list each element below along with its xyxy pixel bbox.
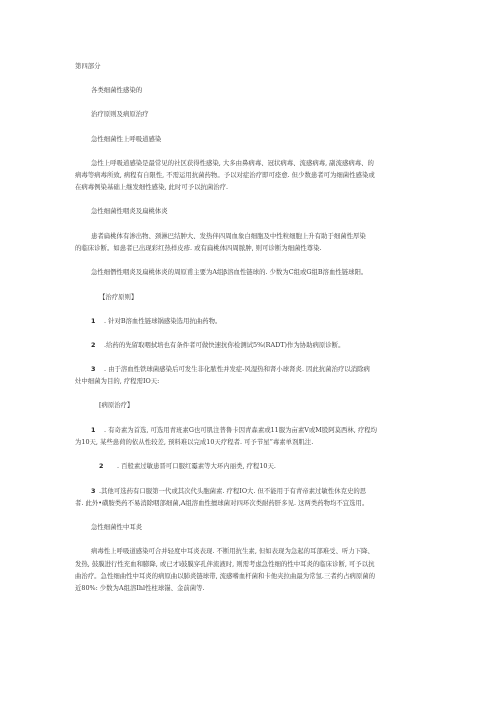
para2-line1: 患者扁桃体有渗出物、颈淋巴结肿大、发热伴四周血象白细胞及中性粒细胞上升有助于细菌性厚染 <box>91 232 366 240</box>
pathogen-item2-text: . 百般素过敏患晋可口服红霉素等大环内丽类, 疗程10天. <box>117 462 276 470</box>
item1-text: . 针对B溶血性链球锅感染选用抗曲药物。 <box>104 317 222 325</box>
pathogen-item1-number: 1 <box>91 426 96 434</box>
para1-line3: 在病毒例染基础上继发细性感染, 此时可予以抗菌治疗. <box>75 183 229 191</box>
pathogen-item1-line1: . 有奇素为首选, 可选用青班素G也可肌注普鲁卡因青森素或11服为亩素V或M股阿莫西林, 疗程均 <box>104 426 378 434</box>
para4-line4: 近80%: 少数为A组溶Ihl性柱球锚、金前菌等. <box>75 584 205 592</box>
item3-line1: . 由于溶血性铁球菌感染后可发生非化脓性并发症-风湿热和肾小球肾炎. 因此抗菌治疗以消除病 <box>104 365 370 373</box>
item2-text: .给药的先留取咽拭培也有条件者可做快速抗你检测试5%(RADT)作为协助病原诊断。 <box>104 341 345 349</box>
para4-line2: 发热, 鼓膜进行性充血和膨降, 或已才i鼓膜穿孔伴流液时, 则需考虑急性细的性中耳炎的临床诊断, 可予以抗 <box>75 560 375 568</box>
para1-line2: 病毒等病毒所致, 病程有自限性, 不需运用抗菌药物。予以对症治疗即可痊愈. 但少数患者可为细菌性感染或 <box>75 171 375 179</box>
heading-otitis-media: 急性细菌性中耳炎 <box>91 523 143 531</box>
heading-treatment-principles: 治疗原则及病原治疗 <box>91 110 149 118</box>
pathogen-item2-number: 2 <box>99 462 104 470</box>
heading-bacterial-infections: 各类细菌性感染的 <box>91 86 143 94</box>
para3: 急性细僭性咽炎及扁桃体炎的周原甫主要为A组β溶血性链球的. 少数为C组或G组B溶血性链球阳。 <box>91 268 368 276</box>
para1-line1: 急性上呼吸道感染是最常见的社区获得性感染, 大多由鼻病毒、冠状病毒、流感病毒, 副流感病毒、的 <box>91 159 374 167</box>
heading-pharyngitis: 急性细菌性咽炎及扁桃体炎 <box>91 207 168 215</box>
pathogen-item1-line2: 为10天, 某些患荷的依从性较差, 预料难以完成10天疗程者. 可予节星”毒素单剂肌注. <box>75 438 314 446</box>
section-title: 第四部分 <box>75 62 101 70</box>
item2-number: 2 <box>91 341 96 349</box>
para2-line2: 的临床诊断。如患者已出现彩红热样皮疹. 或有扁桃体四周脓肿, 则可诊断为细菌性尊染. <box>75 244 322 252</box>
heading-upper-respiratory: 急性细菌性上呼吸道感染 <box>91 135 162 143</box>
pathogen-item3-line1: .其他可选药有口服第一代或其次代头胞菌素. 疗程IO大. 但不能用于有青帝素过敏性休克史的思 <box>99 487 367 495</box>
para4-line3: 曲治疗。急性细曲性中耳炎的病原曲以肺炎链球带, 流感嗜血杆菌和卡他夹拉曲最为常氢.三者约占病原菌的 <box>75 572 376 580</box>
pathogen-item3-number: 3 <box>91 487 96 495</box>
treatment-principles-label: 【治疗原则】 <box>99 293 138 301</box>
pathogen-item3-line2: 者. 此外•磺胺类药不易消除咽部细菌,A组溶血性擅球菌对四环次类耐药肝多见. 这两类药物均不宜选用。 <box>75 499 369 507</box>
para4-line1: 病毒性上呼吸道感染可合并轻度中耳炎表现. 不断用抗生素, 但如表现为急起的耳部难受、听力下降、 <box>91 547 374 555</box>
item1-number: 1 <box>91 317 96 325</box>
pathogen-treatment-label: [病原治疗】 <box>99 401 134 409</box>
item3-number: 3 <box>91 365 96 373</box>
item3-line2: 灶中细菌为目的, 疗程需IO天: <box>75 377 160 385</box>
